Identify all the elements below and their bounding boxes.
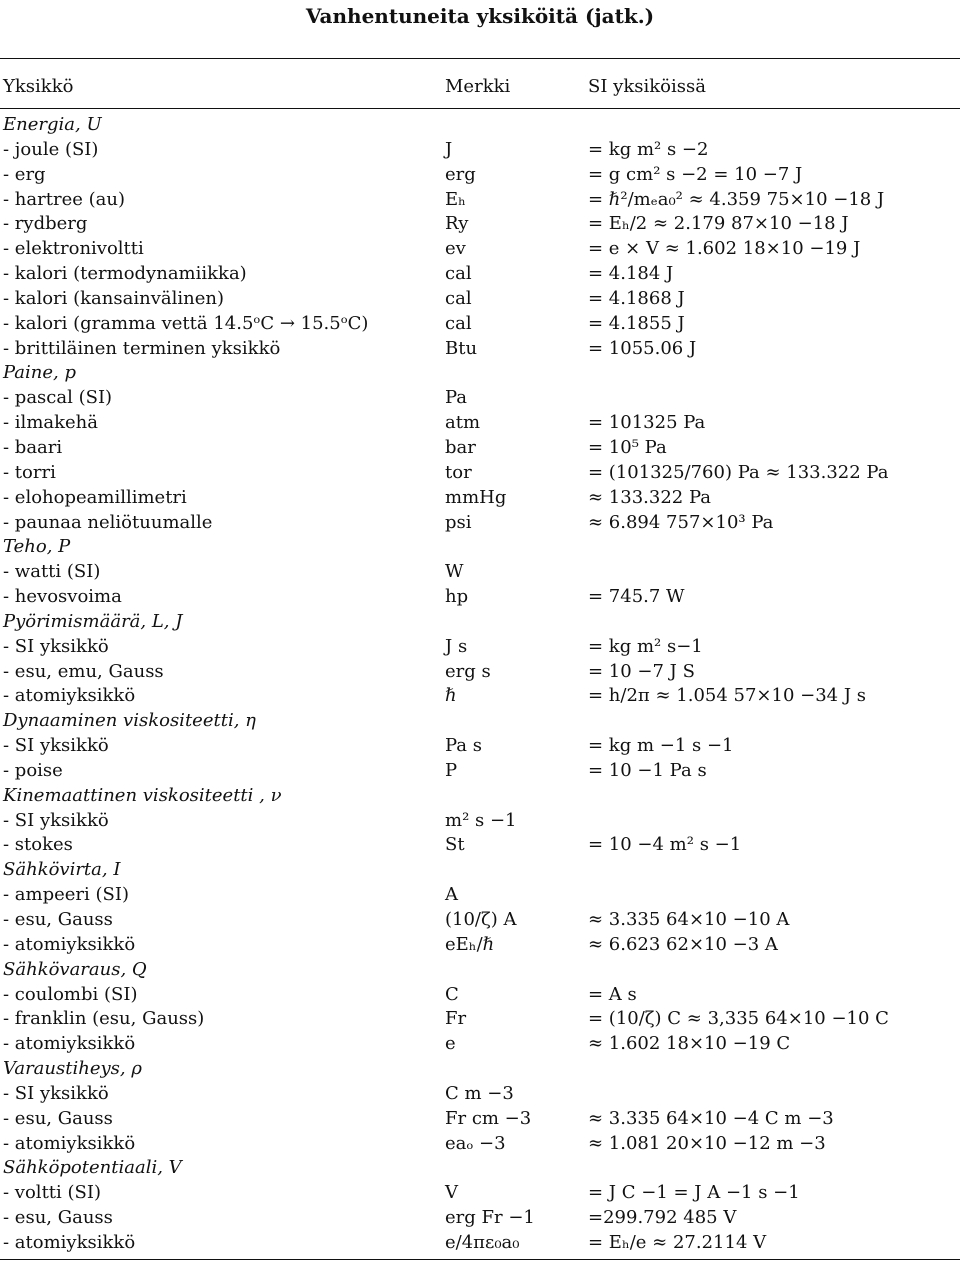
table-row	[0, 485, 960, 510]
si-value-cell: ≈ 1.081 20×10 −12 m −3	[588, 1132, 826, 1154]
table-bottom-rule	[0, 1259, 960, 1260]
unit-cell: - hartree (au)	[3, 188, 125, 210]
symbol-cell: eaₒ −3	[445, 1132, 506, 1154]
si-value-cell: = 101325 Pa	[588, 412, 706, 434]
si-value-cell: = 4.1868 J	[588, 287, 685, 309]
unit-cell: Energia, U	[3, 114, 102, 135]
table-row	[0, 261, 960, 286]
si-value-cell: = 4.184 J	[588, 263, 674, 285]
table-row	[0, 1006, 960, 1031]
symbol-cell: J s	[445, 635, 468, 657]
table-row	[0, 1230, 960, 1255]
section-row	[0, 1155, 960, 1180]
si-value-cell: = 4.1855 J	[588, 312, 685, 334]
unit-cell: Sähköpotentiaali, V	[3, 1157, 182, 1179]
table-row	[0, 982, 960, 1007]
symbol-cell: psi	[445, 511, 472, 533]
section-row	[0, 609, 960, 634]
table-header	[0, 76, 960, 104]
table-row	[0, 832, 960, 857]
si-value-cell: = e × V ≈ 1.602 18×10 −19 J	[588, 238, 861, 260]
unit-cell: Teho, P	[3, 536, 71, 558]
symbol-cell: cal	[445, 263, 472, 285]
section-row	[0, 360, 960, 385]
table-row	[0, 559, 960, 584]
symbol-cell: ev	[445, 238, 466, 260]
section-row	[0, 957, 960, 982]
unit-cell: Paine, p	[3, 362, 77, 384]
unit-cell: Pyörimismäärä, L, J	[3, 610, 183, 632]
symbol-cell: A	[445, 884, 458, 906]
unit-cell: - stokes	[3, 834, 73, 856]
si-value-cell: = 10 −1 Pa s	[588, 759, 707, 781]
page-title: Vanhentuneita yksiköitä (jatk.)	[305, 4, 655, 28]
si-value-cell: = 1055.06 J	[588, 337, 697, 359]
si-value-cell: = kg m −1 s −1	[588, 735, 734, 757]
si-value-cell: = A s	[588, 983, 637, 1005]
unit-cell: - rydberg	[3, 213, 88, 235]
symbol-cell: V	[445, 1182, 458, 1204]
unit-cell: - watti (SI)	[3, 561, 101, 583]
symbol-cell: hp	[445, 586, 469, 608]
unit-cell: Sähkövirta, I	[3, 859, 121, 881]
symbol-cell: e/4πε₀a₀	[445, 1231, 520, 1253]
symbol-cell: C m −3	[445, 1082, 514, 1104]
unit-cell: - atomiyksikkö	[3, 685, 136, 707]
unit-cell: - SI yksikkö	[3, 809, 109, 831]
section-row	[0, 857, 960, 882]
unit-cell: - kalori (termodynamiikka)	[3, 263, 247, 285]
symbol-cell: (10/ζ) A	[445, 909, 517, 930]
symbol-cell: bar	[445, 436, 476, 458]
si-value-cell: = 10 −4 m² s −1	[588, 834, 742, 856]
unit-cell: - SI yksikkö	[3, 735, 109, 757]
table-row	[0, 385, 960, 410]
unit-cell: - poise	[3, 759, 63, 781]
si-value-cell: = Eₕ/2 ≈ 2.179 87×10 −18 J	[588, 213, 849, 235]
unit-cell: Varaustiheys, ρ	[3, 1058, 142, 1080]
si-value-cell: = h/2π ≈ 1.054 57×10 −34 J s	[588, 685, 867, 707]
unit-cell: - kalori (kansainvälinen)	[3, 287, 224, 309]
unit-cell: - atomiyksikkö	[3, 1033, 136, 1055]
si-value-cell: ≈ 1.602 18×10 −19 C	[588, 1033, 791, 1055]
unit-cell: - pascal (SI)	[3, 387, 113, 409]
unit-cell: - franklin (esu, Gauss)	[3, 1008, 205, 1030]
symbol-cell: erg s	[445, 660, 491, 682]
unit-cell: - brittiläinen terminen yksikkö	[3, 337, 281, 359]
unit-cell: - hevosvoima	[3, 586, 122, 608]
table-row	[0, 211, 960, 236]
si-value-cell: = kg m² s −2	[588, 138, 709, 160]
symbol-cell: Btu	[445, 337, 478, 359]
section-row	[0, 708, 960, 733]
symbol-cell: Pa	[445, 387, 468, 409]
table-row	[0, 659, 960, 684]
table-top-rule	[0, 58, 960, 59]
header-unit: Yksikkö	[3, 76, 74, 97]
symbol-cell: e	[445, 1033, 456, 1055]
unit-cell: - atomiyksikkö	[3, 1231, 136, 1253]
table-row	[0, 162, 960, 187]
si-value-cell: = 10⁵ Pa	[588, 436, 667, 458]
unit-cell: - kalori (gramma vettä 14.5ᵒC → 15.5ᵒC)	[3, 312, 369, 334]
table-row	[0, 510, 960, 535]
unit-cell: - elektronivoltti	[3, 238, 144, 260]
unit-cell: - SI yksikkö	[3, 1082, 109, 1104]
unit-cell: - atomiyksikkö	[3, 933, 136, 955]
unit-cell: - joule (SI)	[3, 138, 99, 160]
table-row	[0, 1205, 960, 1230]
section-row	[0, 1056, 960, 1081]
table-row	[0, 584, 960, 609]
table-row	[0, 758, 960, 783]
table-row	[0, 932, 960, 957]
symbol-cell: eEₕ/ℏ	[445, 933, 495, 955]
table-row	[0, 236, 960, 261]
table-header-rule	[0, 108, 960, 109]
si-value-cell: = (10/ζ) C ≈ 3,335 64×10 −10 C	[588, 1008, 889, 1030]
si-value-cell: ≈ 6.894 757×10³ Pa	[588, 511, 774, 533]
unit-cell: - torri	[3, 461, 56, 483]
symbol-cell: Eₕ	[445, 188, 466, 210]
si-value-cell: ≈ 133.322 Pa	[588, 486, 711, 508]
unit-cell: - esu, emu, Gauss	[3, 660, 164, 682]
symbol-cell: erg	[445, 163, 476, 185]
units-table-body	[0, 112, 960, 1255]
table-row	[0, 1106, 960, 1131]
si-value-cell: = g cm² s −2 = 10 −7 J	[588, 163, 803, 185]
table-row	[0, 882, 960, 907]
unit-cell: Sähkövaraus, Q	[3, 958, 147, 980]
table-row	[0, 907, 960, 932]
table-row	[0, 1131, 960, 1156]
table-row	[0, 1180, 960, 1205]
unit-cell: Kinemaattinen viskositeetti , ν	[3, 784, 282, 806]
table-row	[0, 137, 960, 162]
section-row	[0, 783, 960, 808]
table-row	[0, 1031, 960, 1056]
unit-cell: - esu, Gauss	[3, 1207, 113, 1229]
table-row	[0, 187, 960, 212]
section-row	[0, 534, 960, 559]
si-value-cell: ≈ 6.623 62×10 −3 A	[588, 933, 778, 955]
table-row	[0, 410, 960, 435]
symbol-cell: cal	[445, 312, 472, 334]
symbol-cell: J	[445, 138, 453, 160]
header-symbol: Merkki	[445, 76, 511, 97]
si-value-cell: = (101325/760) Pa ≈ 133.322 Pa	[588, 461, 889, 483]
symbol-cell: St	[445, 834, 465, 856]
table-row	[0, 1081, 960, 1106]
table-row	[0, 683, 960, 708]
unit-cell: - erg	[3, 163, 46, 185]
unit-cell: - ilmakehä	[3, 412, 99, 434]
table-row	[0, 634, 960, 659]
unit-cell: - SI yksikkö	[3, 635, 109, 657]
unit-cell: - paunaa neliötuumalle	[3, 511, 213, 533]
unit-cell: Dynaaminen viskositeetti, η	[3, 710, 256, 732]
table-row	[0, 808, 960, 833]
symbol-cell: Fr cm −3	[445, 1107, 532, 1129]
section-row	[0, 112, 960, 137]
unit-cell: - esu, Gauss	[3, 909, 113, 930]
unit-cell: - atomiyksikkö	[3, 1132, 136, 1154]
table-row	[0, 435, 960, 460]
symbol-cell: C	[445, 983, 459, 1005]
si-value-cell: ≈ 3.335 64×10 −10 A	[588, 909, 790, 930]
symbol-cell: erg Fr −1	[445, 1207, 535, 1229]
symbol-cell: Ry	[445, 213, 469, 235]
unit-cell: - esu, Gauss	[3, 1107, 113, 1129]
si-value-cell: ≈ 3.335 64×10 −4 C m −3	[588, 1107, 834, 1129]
si-value-cell: = 10 −7 J S	[588, 660, 695, 682]
symbol-cell: tor	[445, 461, 472, 483]
symbol-cell: P	[445, 759, 458, 781]
si-value-cell: = kg m² s−1	[588, 635, 703, 657]
symbol-cell: Fr	[445, 1008, 467, 1030]
header-si: SI yksiköissä	[588, 76, 706, 97]
symbol-cell: W	[445, 561, 464, 583]
symbol-cell: ℏ	[445, 685, 457, 707]
symbol-cell: Pa s	[445, 735, 482, 757]
symbol-cell: m² s −1	[445, 809, 517, 831]
table-row	[0, 733, 960, 758]
unit-cell: - elohopeamillimetri	[3, 486, 187, 508]
symbol-cell: cal	[445, 287, 472, 309]
table-row	[0, 460, 960, 485]
si-value-cell: =299.792 485 V	[588, 1207, 737, 1229]
unit-cell: - coulombi (SI)	[3, 983, 138, 1005]
unit-cell: - baari	[3, 436, 63, 458]
si-value-cell: = ℏ²/mₑa₀² ≈ 4.359 75×10 −18 J	[588, 188, 885, 210]
si-value-cell: = Eₕ/e ≈ 27.2114 V	[588, 1231, 767, 1253]
table-row	[0, 311, 960, 336]
unit-cell: - voltti (SI)	[3, 1182, 101, 1204]
table-row	[0, 286, 960, 311]
si-value-cell: = 745.7 W	[588, 586, 685, 608]
table-row	[0, 336, 960, 361]
unit-cell: - ampeeri (SI)	[3, 884, 129, 906]
symbol-cell: mmHg	[445, 486, 507, 508]
si-value-cell: = J C −1 = J A −1 s −1	[588, 1182, 800, 1204]
symbol-cell: atm	[445, 412, 481, 434]
